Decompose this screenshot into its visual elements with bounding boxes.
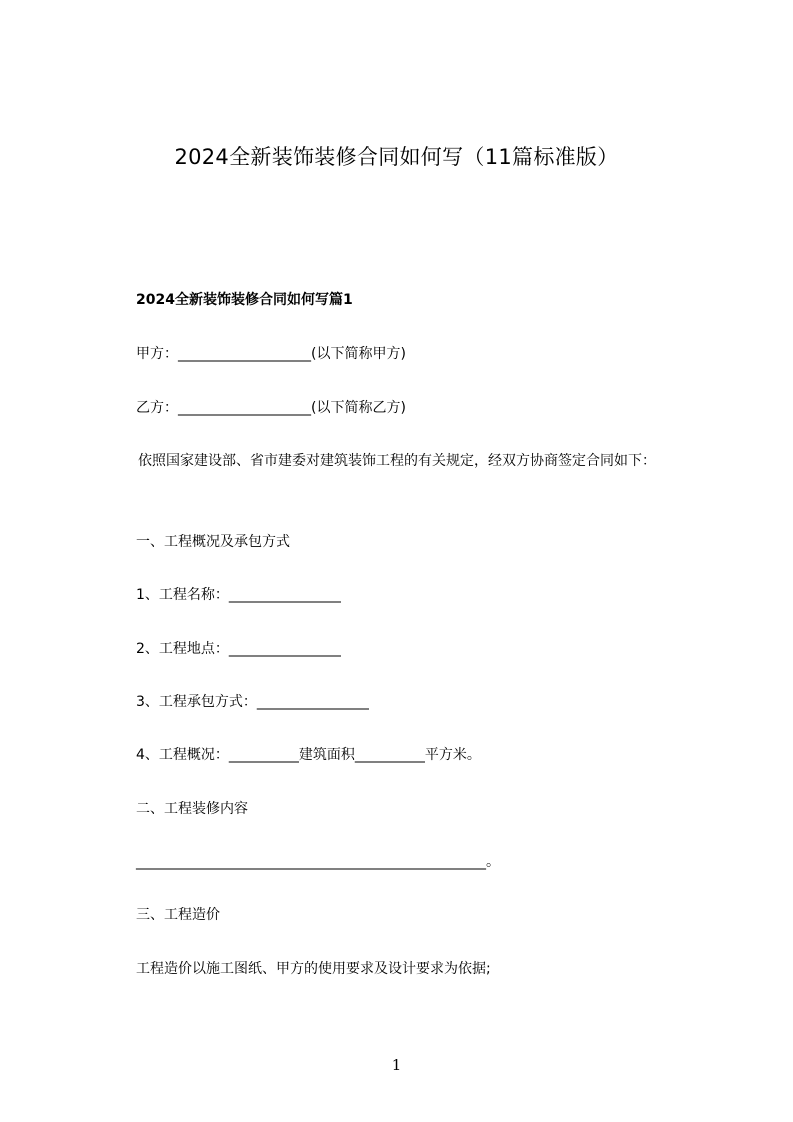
party-a-line: 甲方：___________________(以下简称甲方) bbox=[136, 346, 406, 362]
section-3-title: 三、工程造价 bbox=[136, 907, 220, 923]
item-project-overview: 4、工程概况：__________建筑面积__________平方米。 bbox=[136, 747, 481, 763]
section-2-title: 二、工程装修内容 bbox=[136, 801, 248, 817]
section-2-blank-line: __________________________________________________。 bbox=[136, 854, 500, 870]
item-contract-method: 3、工程承包方式：________________ bbox=[136, 694, 369, 710]
item-project-name: 1、工程名称：________________ bbox=[136, 587, 341, 603]
section-3-text: 工程造价以施工图纸、甲方的使用要求及设计要求为依据; bbox=[136, 961, 491, 977]
intro-paragraph: 依照国家建设部、省市建委对建筑装饰工程的有关规定，经双方协商签定合同如下： bbox=[138, 453, 656, 469]
section-heading: 2024全新装饰装修合同如何写篇1 bbox=[136, 292, 353, 308]
page-number: 1 bbox=[391, 1056, 402, 1074]
party-b-line: 乙方：___________________(以下简称乙方) bbox=[136, 400, 406, 416]
document-title: 2024全新装饰装修合同如何写（11篇标准版） bbox=[174, 145, 619, 169]
section-1-title: 一、工程概况及承包方式 bbox=[136, 534, 290, 550]
item-project-location: 2、工程地点：________________ bbox=[136, 641, 341, 657]
